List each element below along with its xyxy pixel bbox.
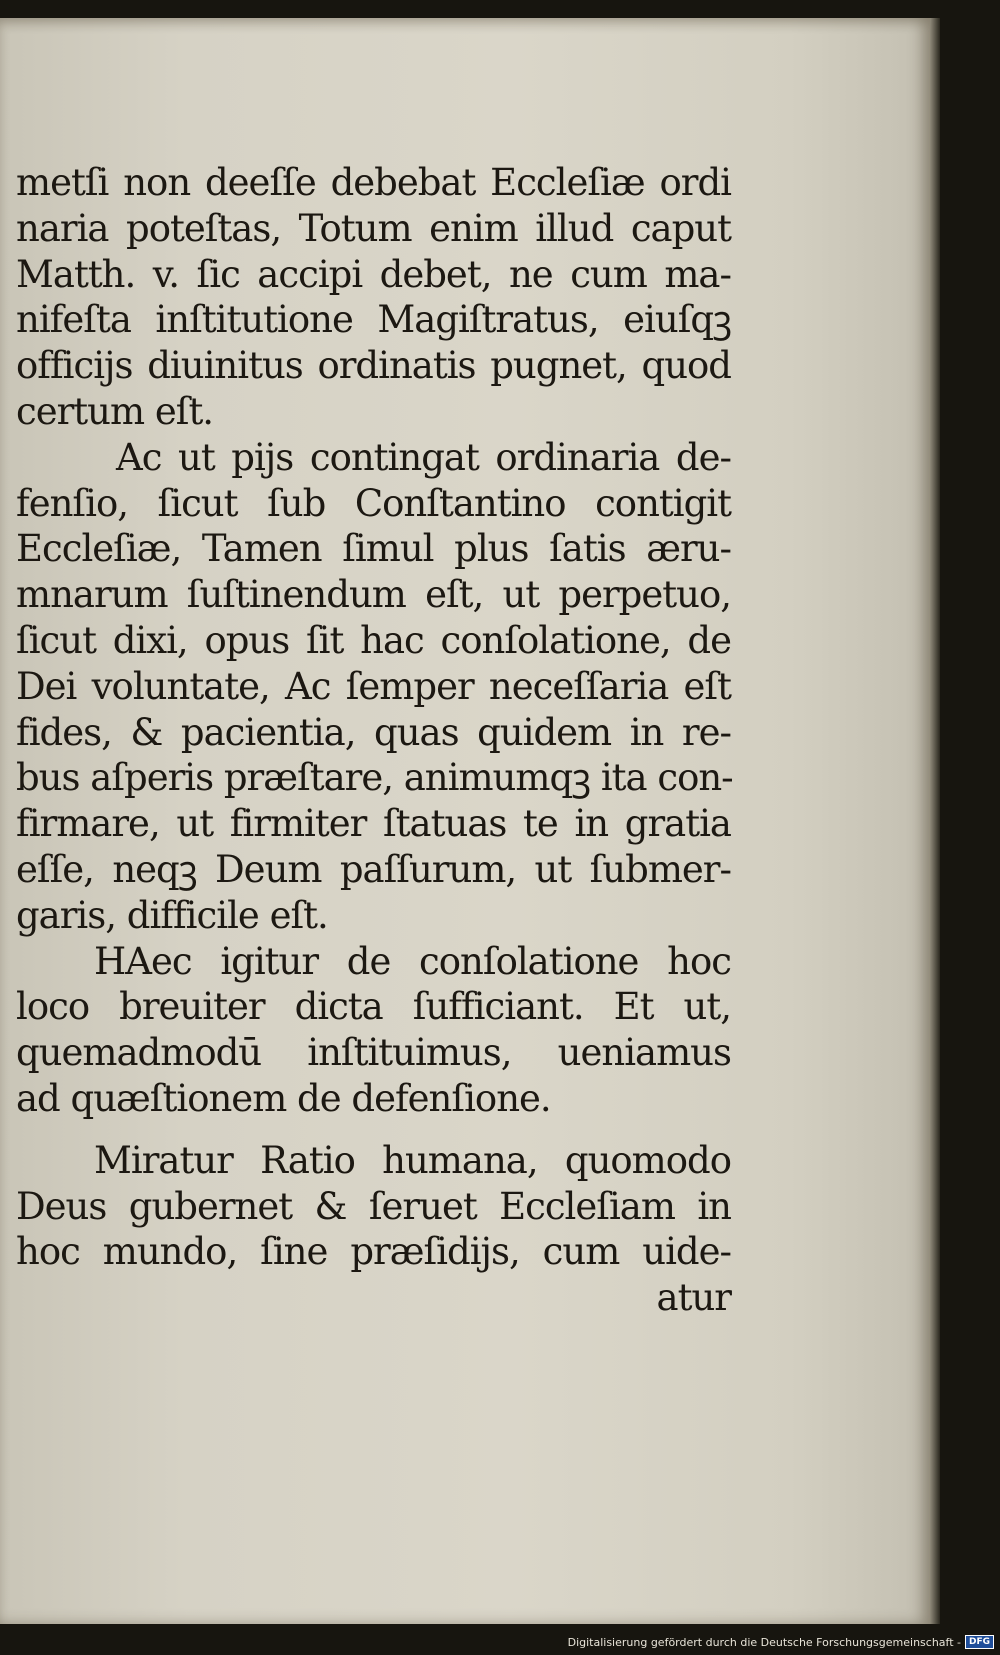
text-line: bus aſperis præſtare, animumqꝫ ita con- <box>16 756 733 800</box>
text-line: Deus gubernet & ſeruet Eccleſiam in <box>16 1184 731 1228</box>
text-line: Eccleſiæ, Tamen ſimul plus ſatis æru- <box>16 527 731 571</box>
paragraph-4 <box>16 1138 731 1275</box>
digitization-credit <box>568 1635 994 1649</box>
page-text <box>16 160 731 1321</box>
book-page <box>0 18 930 1624</box>
text-line: Dei voluntate, Ac ſemper neceſſaria eſt <box>16 664 731 708</box>
text-line: garis, difficile eſt. <box>16 893 328 937</box>
paragraph-2 <box>16 435 731 939</box>
text-line: mnarum ſuſtinendum eſt, ut perpetuo, <box>16 573 731 617</box>
paragraph-1 <box>16 160 731 435</box>
text-line: ſicut dixi, opus ſit hac conſolatione, de <box>16 618 731 662</box>
text-line: ad quæſtionem de defenſione. <box>16 1076 551 1120</box>
catchword: atur <box>656 1276 731 1320</box>
text-line: hoc mundo, ſine præſidijs, cum uide- <box>16 1230 731 1274</box>
text-line: metſi non deeſſe debebat Eccleſiæ ordi <box>16 161 731 204</box>
page-edge-shadow <box>930 18 940 1624</box>
text-line: eſſe, neqꝫ Deum paſſurum, ut ſubmer- <box>16 847 731 891</box>
text-line: fides, & pacientia, quas quidem in re- <box>16 710 731 754</box>
text-line: certum eſt. <box>16 389 214 433</box>
text-line: nifeſta inſtitutione Magiſtratus, eiuſqꝫ <box>16 298 731 342</box>
text-line: Miratur Ratio humana, quomodo <box>94 1138 731 1182</box>
text-line: fenſio, ſicut ſub Conſtantino contigit <box>16 481 731 525</box>
text-line: Ac ut pijs contingat ordinaria de- <box>116 435 731 479</box>
section-gap <box>16 1122 731 1138</box>
text-line: quemadmodū inſtituimus, ueniamus <box>16 1031 731 1075</box>
text-line: loco breuiter dicta ſufficiant. Et ut, <box>16 985 731 1029</box>
text-line: officijs diuinitus ordinatis pugnet, quod <box>16 344 731 388</box>
text-line: Matth. v. ſic accipi debet, ne cum ma- <box>16 252 731 296</box>
dfg-logo: DFG <box>965 1635 994 1649</box>
text-line: HAec igitur de conſolatione hoc <box>94 939 731 983</box>
paragraph-3 <box>16 939 731 1122</box>
text-line: naria poteſtas, Totum enim illud caput <box>16 206 731 250</box>
credit-text: Digitalisierung gefördert durch die Deutsche Forschungsgemeinschaft - <box>567 1635 961 1649</box>
text-line: firmare, ut firmiter ſtatuas te in gratia <box>16 802 731 846</box>
